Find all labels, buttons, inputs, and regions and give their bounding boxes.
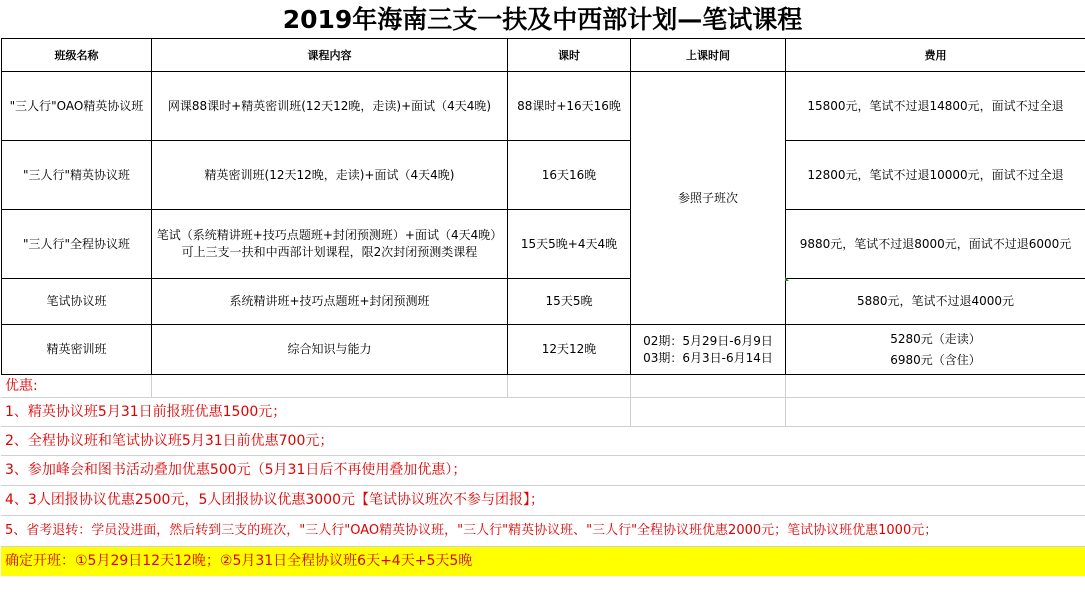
table-row [2,325,1085,375]
fee-cell: 5880元，笔试不过退4000元 [786,279,1085,325]
grid-line [785,375,786,397]
grid-line [151,375,152,397]
header-course-content: 课程内容 [152,39,508,72]
page-title: 2019年海南三支一扶及中西部计划—笔试课程 [282,5,803,34]
header-fee: 费用 [786,39,1085,72]
discount-item: 3、参加峰会和图书活动叠加优惠500元（5月31日后不再使用叠加优惠）； [5,462,467,478]
table-row [2,210,1085,279]
discount-heading: 优惠: [5,378,38,394]
course-table [1,38,1085,375]
discount-item-row [1,398,1085,427]
table-header-row [2,39,1085,72]
course-content-line: 可上三支一扶和中西部计划课程，限2次封闭预测类课程 [181,245,478,259]
discount-item-row [1,456,1085,486]
hours-cell: 15天5晚+4天4晚 [508,210,631,279]
class-name-cell: "三人行"精英协议班 [2,141,152,210]
course-content-cell: 综合知识与能力 [152,325,508,375]
table-row [2,279,1085,325]
class-time-line: 03期：6月3日-6月14日 [643,350,773,365]
course-content-cell [152,210,508,279]
course-content-cell: 精英密训班(12天12晚，走读)+面试（4天4晚) [152,141,508,210]
table-row [2,72,1085,141]
hours-cell: 16天16晚 [508,141,631,210]
discount-heading-row [1,375,1085,398]
discount-item-row [1,516,1085,547]
discount-item: 2、全程协议班和笔试协议班5月31日前优惠700元； [5,433,334,449]
confirm-text: 确定开班：①5月29日12天12晚；②5月31日全程协议班6天+4天+5天5晚 [5,553,473,569]
class-name-cell: 精英密训班 [2,325,152,375]
class-name-cell: "三人行"全程协议班 [2,210,152,279]
course-content-line: 笔试（系统精讲班+技巧点题班+封闭预测班）+面试（4天4晚） [156,228,503,242]
fee-line: 5280元（走读） [890,331,981,346]
fee-cell: 12800元，笔试不过退10000元，面试不过全退 [786,141,1085,210]
fee-cell [786,325,1085,375]
grid-line [630,398,631,426]
class-time-merged-cell: 参照子班次 [631,72,786,325]
header-hours: 课时 [508,39,631,72]
class-time-line: 02期：5月29日-6月9日 [643,333,773,348]
header-class-time: 上课时间 [631,39,786,72]
class-time-cell [631,325,786,375]
discount-item-row [1,486,1085,516]
class-name-cell: 笔试协议班 [2,279,152,325]
fee-cell: 9880元，笔试不过退8000元，面试不过退6000元 [786,210,1085,279]
cell-comment-marker [785,277,789,281]
fee-line: 6980元（含住） [890,352,981,367]
discount-notes [1,375,1085,576]
hours-cell: 15天5晚 [508,279,631,325]
fee-cell: 15800元，笔试不过退14800元，面试不过全退 [786,72,1085,141]
table-row [2,141,1085,210]
grid-line [507,375,508,397]
course-content-cell: 系统精讲班+技巧点题班+封闭预测班 [152,279,508,325]
discount-item-row [1,427,1085,456]
grid-line [785,398,786,426]
discount-item: 4、3人团报协议优惠2500元，5人团报协议优惠3000元【笔试协议班次不参与团报】； [5,492,544,508]
hours-cell: 88课时+16天16晚 [508,72,631,141]
course-content-cell: 网课88课时+精英密训班(12天12晚，走读)+面试（4天4晚) [152,72,508,141]
grid-line [630,375,631,397]
header-class-name: 班级名称 [2,39,152,72]
class-name-cell: "三人行"OAO精英协议班 [2,72,152,141]
hours-cell: 12天12晚 [508,325,631,375]
confirm-row [1,547,1085,576]
discount-item: 1、精英协议班5月31日前报班优惠1500元； [5,404,287,420]
discount-item: 5、省考退转：学员没进面，然后转到三支的班次，"三人行"OAO精英协议班，"三人行"精英协议班、"三人行"全程协议班优惠2000元；笔试协议班优惠1000元； [5,523,938,538]
